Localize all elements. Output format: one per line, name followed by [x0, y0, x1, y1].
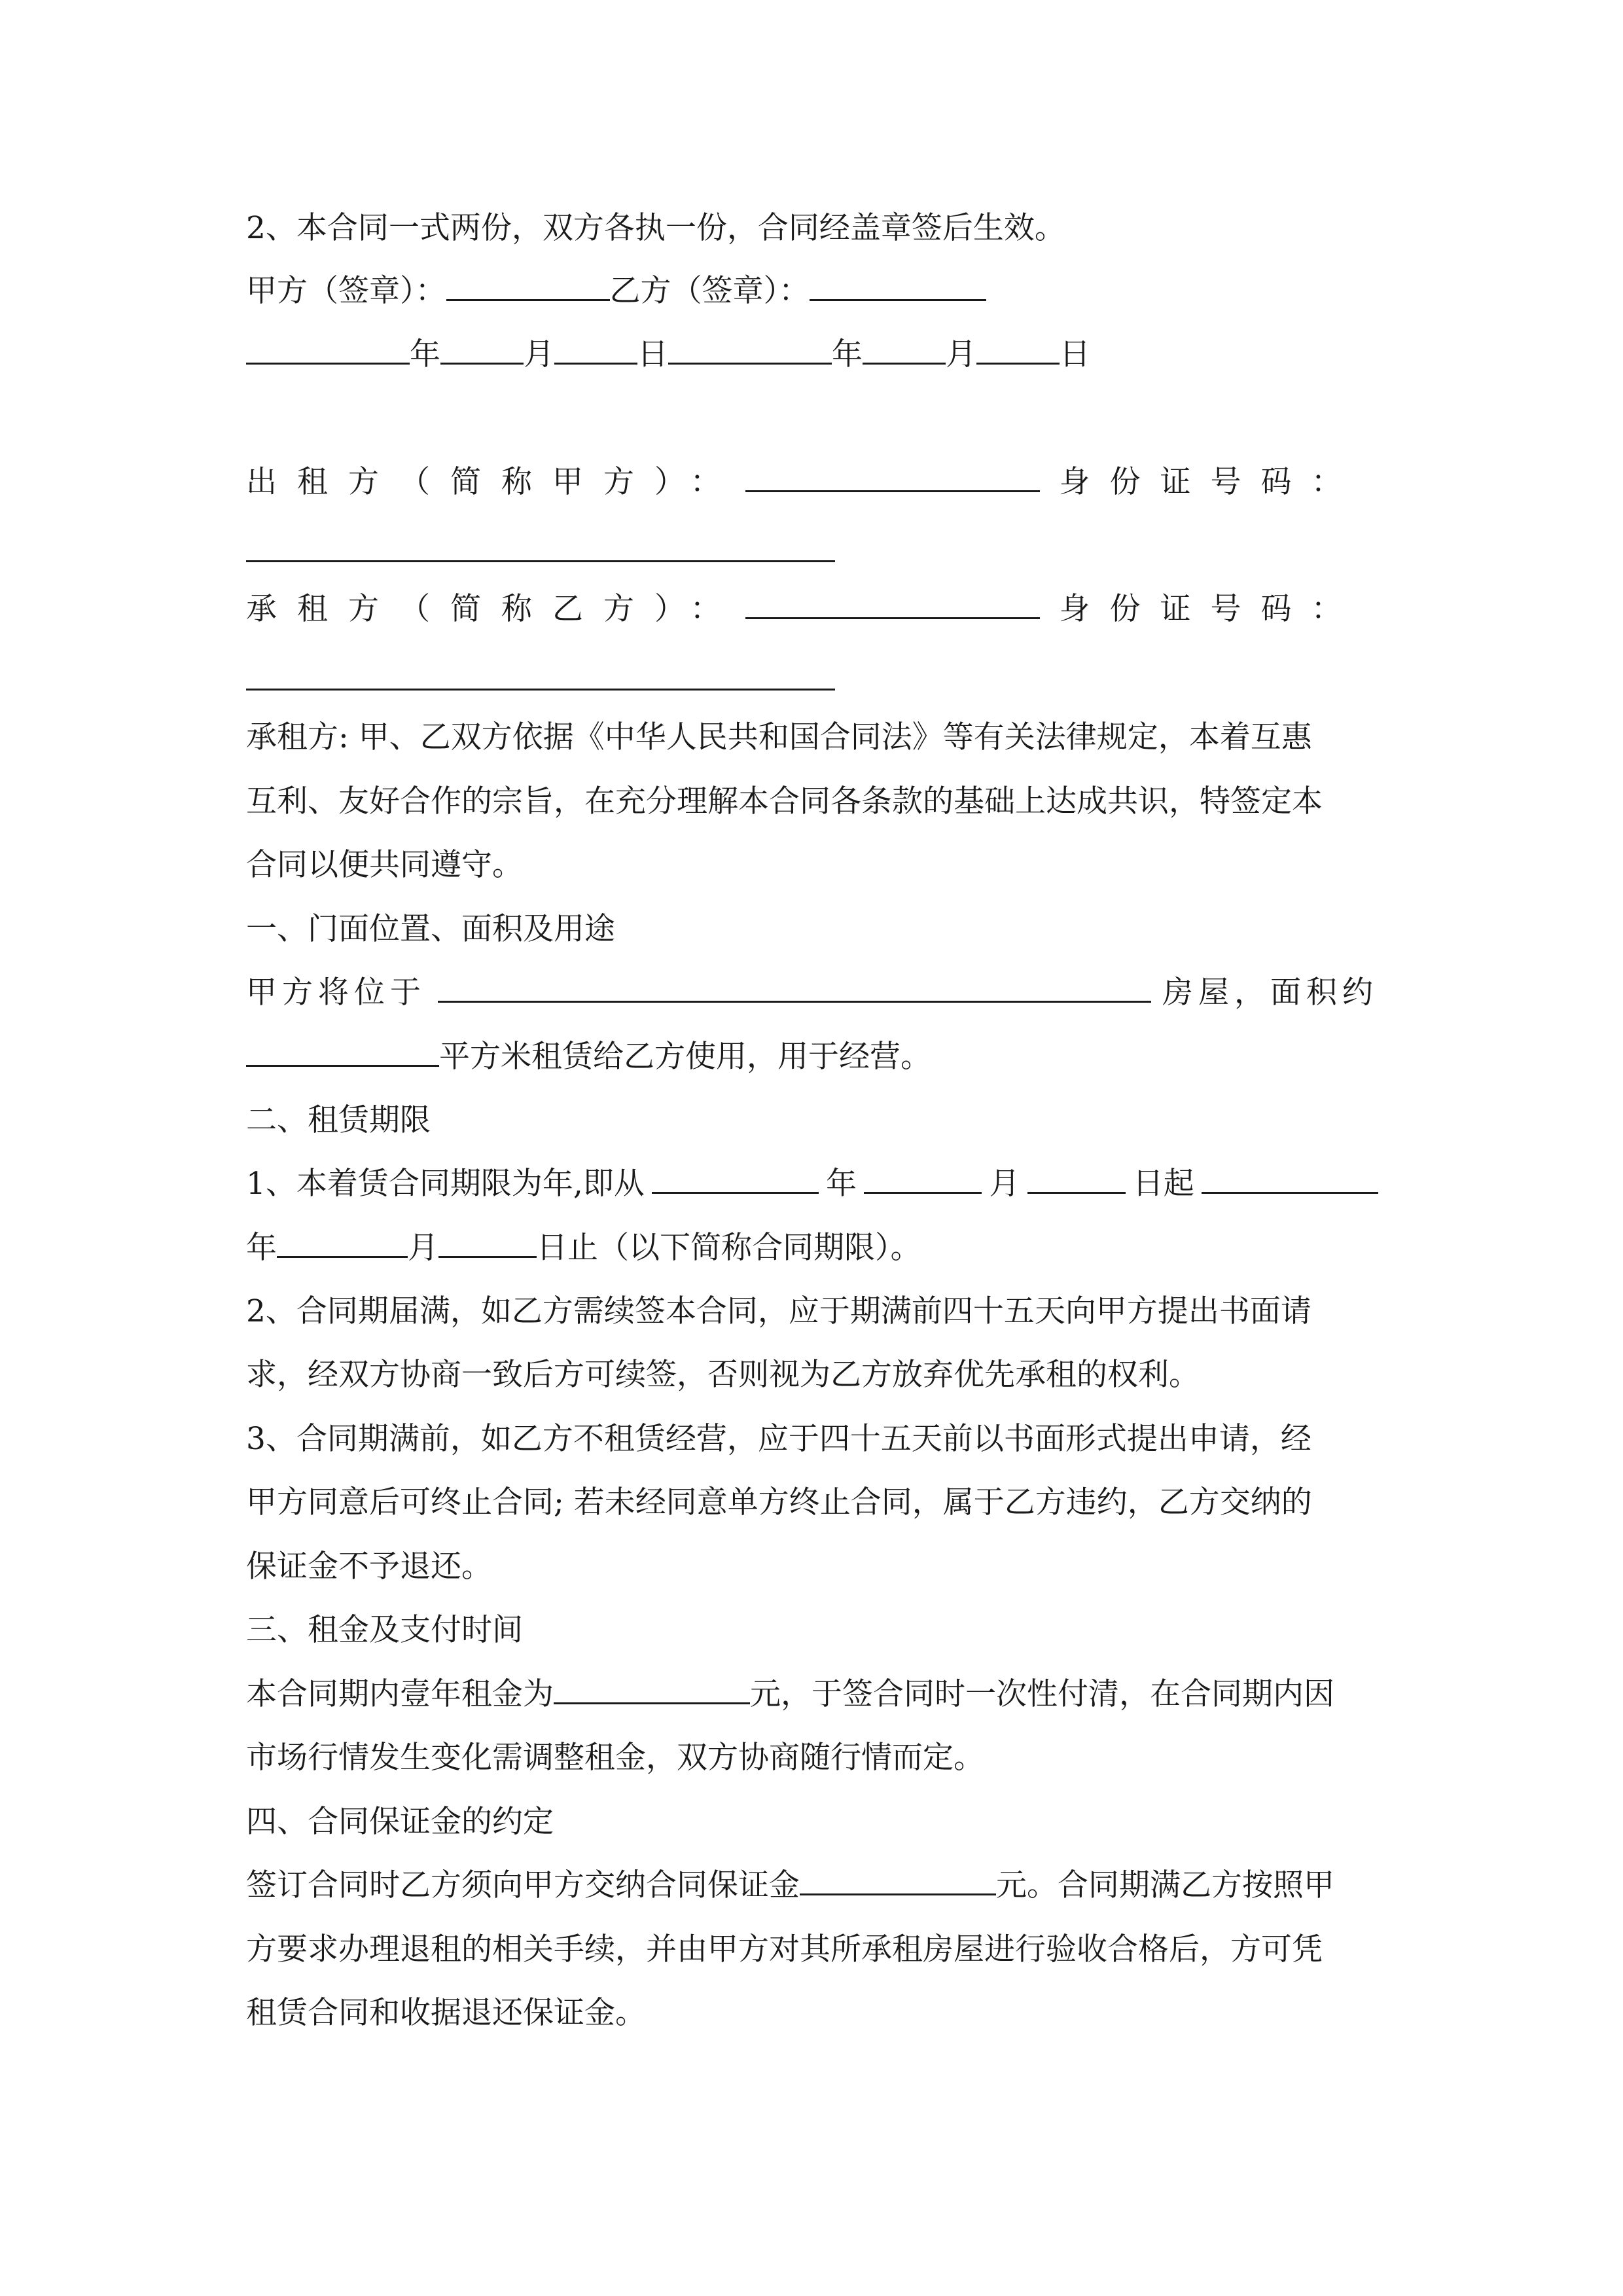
- section-1-line-1: [246, 973, 1378, 1013]
- preamble-line-3: 合同以便共同遵守。: [246, 847, 523, 883]
- signature-line: [246, 271, 1378, 312]
- end-day-blank[interactable]: [438, 1230, 537, 1258]
- party-b-year-label: 年: [832, 336, 863, 372]
- party-b-sign-label: 乙方（签章）：: [609, 273, 810, 309]
- renewal-line-1: 2、合同期届满，如乙方需续签本合同，应于期满前四十五天向甲方提出书面请: [246, 1293, 1311, 1329]
- lessor-label: 出租方（简称甲方）：: [246, 464, 741, 500]
- rent-line-2: 市场行情发生变化需调整租金，双方协商随行情而定。: [246, 1740, 984, 1776]
- location-blank[interactable]: [438, 975, 1151, 1003]
- start-month-label: 月: [989, 1166, 1020, 1202]
- party-a-year-label: 年: [410, 336, 440, 372]
- rent-amount-blank[interactable]: [554, 1676, 750, 1704]
- termination-line-1: 3、合同期满前，如乙方不租赁经营，应于四十五天前以书面形式提出申请，经: [246, 1421, 1311, 1457]
- rent-terms: 元，于签合同时一次性付清，在合同期内因: [750, 1676, 1334, 1712]
- deposit-terms: 元。合同期满乙方按照甲: [996, 1867, 1334, 1903]
- end-year-label: 年: [246, 1230, 277, 1266]
- lessee-label: 承租方（简称乙方）：: [246, 591, 741, 627]
- lessor-line: [246, 462, 1378, 503]
- deposit-amount-blank[interactable]: [800, 1867, 996, 1895]
- deposit-line-2: 方要求办理退租的相关手续，并由甲方对其所承租房屋进行验收合格后，方可凭: [246, 1931, 1323, 1967]
- lessor-id-blank[interactable]: [246, 560, 835, 562]
- preamble-line-2: 互利、友好合作的宗旨，在充分理解本合同各条款的基础上达成共识，特签定本: [246, 783, 1323, 819]
- renewal-line-2: 求，经双方协商一致后方可续签，否则视为乙方放弃优先承租的权利。: [246, 1357, 1200, 1393]
- party-b-day-blank[interactable]: [976, 336, 1060, 365]
- term-line-2: [246, 1228, 1378, 1268]
- section-2-heading: 二、租赁期限: [246, 1102, 431, 1138]
- lessor-name-blank[interactable]: [745, 464, 1040, 492]
- preamble-line-1: 承租方: 甲、乙双方依据《中华人民共和国合同法》等有关法律规定，本着互惠: [246, 719, 1312, 755]
- party-b-day-label: 日: [1060, 336, 1090, 372]
- section-1-heading: 一、门面位置、面积及用途: [246, 911, 615, 947]
- lessee-line: [246, 589, 1378, 630]
- lessee-id-blank[interactable]: [246, 689, 835, 691]
- party-b-month-blank[interactable]: [863, 336, 946, 365]
- deposit-line-3: 租赁合同和收据退还保证金。: [246, 1995, 646, 2031]
- party-a-sign-label: 甲方（签章）：: [246, 273, 446, 309]
- location-label: 甲方将位于: [246, 975, 426, 1011]
- party-a-day-blank[interactable]: [554, 336, 637, 365]
- start-year-blank[interactable]: [652, 1166, 819, 1194]
- lessee-id-label: 身份证号码：: [1059, 591, 1362, 627]
- usage-text: 平方米租赁给乙方使用，用于经营。: [439, 1039, 931, 1075]
- party-a-sign-blank[interactable]: [446, 273, 610, 301]
- section-1-line-2: [246, 1037, 1378, 1077]
- start-year-label: 年: [826, 1166, 857, 1202]
- end-day-label: 日止（以下简称合同期限）。: [537, 1230, 921, 1266]
- start-day-label: 日起: [1132, 1166, 1194, 1202]
- clause-effective: 2、本合同一式两份，双方各执一份，合同经盖章签后生效。: [246, 210, 1065, 246]
- party-a-month-label: 月: [524, 336, 554, 372]
- end-month-label: 月: [408, 1230, 438, 1266]
- party-a-year-blank[interactable]: [246, 336, 410, 365]
- area-label: 房屋，面积约: [1162, 975, 1378, 1011]
- termination-line-2: 甲方同意后可终止合同; 若未经同意单方终止合同，属于乙方违约，乙方交纳的: [246, 1484, 1312, 1520]
- start-month-blank[interactable]: [864, 1166, 982, 1194]
- deposit-line-1: [246, 1865, 1378, 1906]
- lessor-id-label: 身份证号码：: [1059, 464, 1362, 500]
- deposit-label: 签订合同时乙方须向甲方交纳合同保证金: [246, 1867, 800, 1903]
- sign-date-line: [246, 334, 1378, 375]
- term-line-1: [246, 1164, 1378, 1204]
- party-b-year-blank[interactable]: [668, 336, 832, 365]
- section-3-heading: 三、租金及支付时间: [246, 1612, 523, 1648]
- start-day-blank[interactable]: [1027, 1166, 1126, 1194]
- end-month-blank[interactable]: [277, 1230, 408, 1258]
- rent-line-1: [246, 1674, 1378, 1715]
- party-b-sign-blank[interactable]: [810, 273, 986, 301]
- end-year-blank[interactable]: [1202, 1166, 1378, 1194]
- party-a-day-label: 日: [637, 336, 668, 372]
- party-a-month-blank[interactable]: [440, 336, 524, 365]
- section-4-heading: 四、合同保证金的约定: [246, 1804, 554, 1840]
- area-blank[interactable]: [246, 1039, 439, 1067]
- rent-label: 本合同期内壹年租金为: [246, 1676, 554, 1712]
- party-b-month-label: 月: [946, 336, 976, 372]
- lessee-name-blank[interactable]: [745, 591, 1040, 619]
- term-intro: 1、本着赁合同期限为年,即从: [246, 1166, 645, 1202]
- termination-line-3: 保证金不予退还。: [246, 1549, 492, 1585]
